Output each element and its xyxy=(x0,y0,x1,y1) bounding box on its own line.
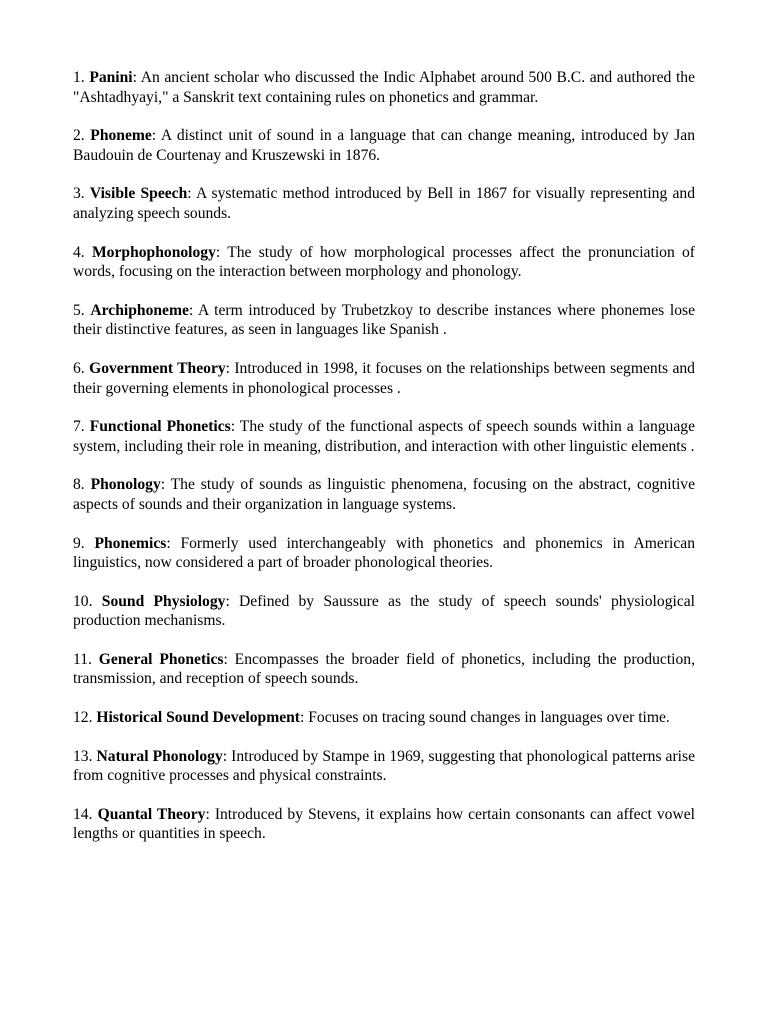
list-item xyxy=(73,708,695,728)
item-term: Functional Phonetics xyxy=(89,418,231,436)
list-item xyxy=(73,243,695,282)
item-description: : Focuses on tracing sound changes in languages over time. xyxy=(300,709,670,727)
item-number: 7. xyxy=(73,418,85,436)
item-description: : Introduced by Stampe in 1969, suggesting that phonological patterns arise from cognitive processes and physical constraints. xyxy=(73,747,695,785)
item-description: : Encompasses the broader field of phonetics, including the production, transmission, and reception of speech sounds. xyxy=(73,650,695,688)
list-item xyxy=(73,475,695,514)
document-page xyxy=(73,68,695,863)
list-item xyxy=(73,592,695,631)
item-description: : The study of sounds as linguistic phenomena, focusing on the abstract, cognitive aspects of sounds and their organization in language systems. xyxy=(73,476,695,513)
item-description: : A distinct unit of sound in a language that can change meaning, introduced by Jan Baudouin de Courtenay and Kruszewski in 1876. xyxy=(73,127,696,164)
item-term: Phonemics xyxy=(94,534,167,552)
list-item xyxy=(73,301,695,340)
item-number: 4. xyxy=(73,243,85,261)
item-number: 14. xyxy=(73,805,93,823)
item-term: Sound Physiology xyxy=(101,592,226,610)
item-term: Government Theory xyxy=(89,359,226,377)
item-description: : An ancient scholar who discussed the Indic Alphabet around 500 B.C. and authored the "Ashtadhyayi," a Sanskrit text containing rules on phonetics and grammar. xyxy=(73,69,696,106)
list-item xyxy=(73,68,695,107)
item-number: 11. xyxy=(73,650,92,668)
item-number: 6. xyxy=(73,359,85,377)
item-term: Visible Speech xyxy=(89,185,188,203)
list-item xyxy=(73,184,695,223)
list-item xyxy=(73,417,695,456)
list-item xyxy=(73,650,695,689)
item-number: 9. xyxy=(73,534,85,552)
item-description: : A term introduced by Trubetzkoy to describe instances where phonemes lose their distinctive features, as seen in languages like Spanish . xyxy=(73,301,695,339)
item-term: Quantal Theory xyxy=(97,805,206,823)
item-number: 8. xyxy=(73,476,85,494)
list-item xyxy=(73,359,695,398)
item-term: Phonology xyxy=(90,476,161,494)
list-item xyxy=(73,805,695,844)
item-number: 12. xyxy=(73,709,93,727)
item-number: 10. xyxy=(73,592,93,610)
item-term: Morphophonology xyxy=(91,243,216,261)
item-description: : Formerly used interchangeably with phonetics and phonemics in American linguistics, now considered a part of broader phonological theories. xyxy=(73,534,696,572)
item-term: Natural Phonology xyxy=(96,747,223,765)
item-description: : Defined by Saussure as the study of speech sounds' physiological production mechanisms. xyxy=(73,592,695,630)
item-number: 13. xyxy=(73,747,93,765)
item-number: 2. xyxy=(73,127,85,145)
item-description: : The study of how morphological processes affect the pronunciation of words, focusing on the interaction between morphology and phonology. xyxy=(73,243,695,281)
item-term: Historical Sound Development xyxy=(96,709,300,727)
item-term: Panini xyxy=(89,69,133,86)
item-number: 3. xyxy=(73,185,85,203)
item-term: Phoneme xyxy=(90,127,152,145)
item-number: 5. xyxy=(73,301,85,319)
item-description: : A systematic method introduced by Bell in 1867 for visually representing and analyzing speech sounds. xyxy=(73,185,695,222)
item-number: 1. xyxy=(73,69,85,86)
list-item xyxy=(73,534,695,573)
item-term: General Phonetics xyxy=(98,650,224,668)
item-description: : Introduced in 1998, it focuses on the relationships between segments and their governing elements in phonological processes . xyxy=(73,359,695,397)
item-description: : The study of the functional aspects of speech sounds within a language system, including their role in meaning, distribution, and interaction with other linguistic elements . xyxy=(73,418,695,455)
list-item xyxy=(73,126,695,165)
list-item xyxy=(73,747,695,786)
item-term: Archiphoneme xyxy=(90,301,189,319)
item-description: : Introduced by Stevens, it explains how certain consonants can affect vowel lengths or quantities in speech. xyxy=(73,805,695,843)
